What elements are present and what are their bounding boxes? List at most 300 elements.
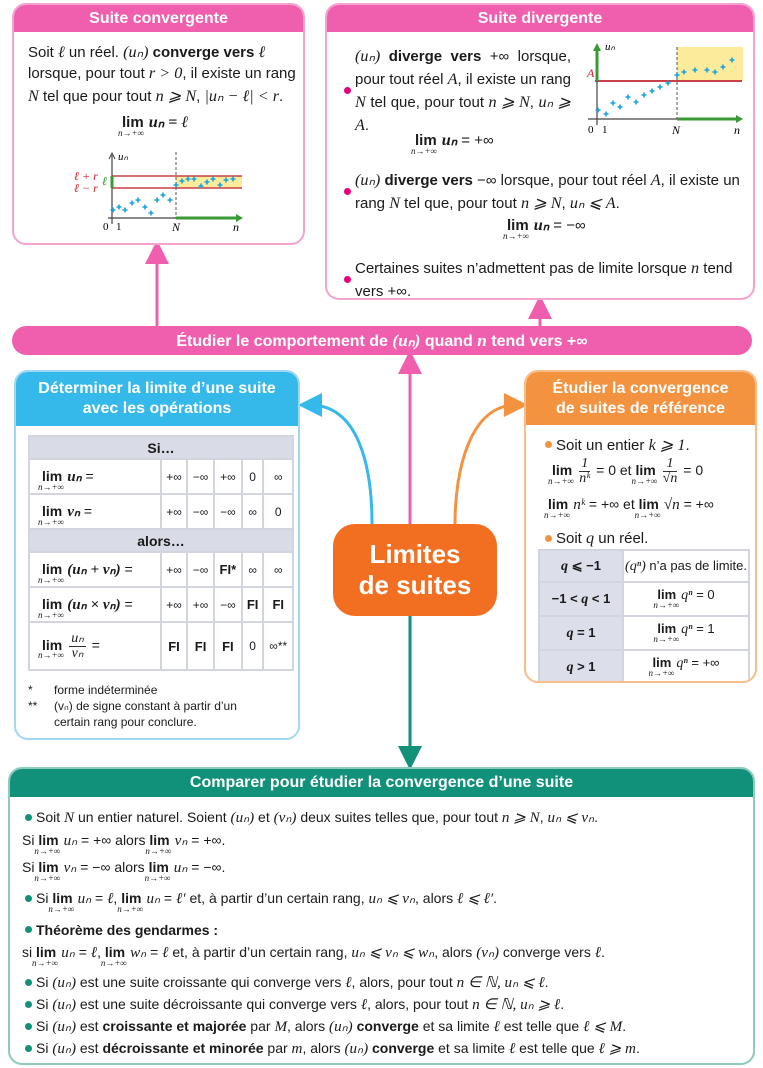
text: tel que, pour tout [365, 94, 489, 111]
limit-operator [653, 621, 680, 644]
text: , alors [302, 1040, 345, 1056]
central-topic-line2: de suites [358, 570, 472, 600]
lim-word: lim [38, 859, 59, 875]
reference-formula-power [544, 496, 714, 520]
math: N [355, 93, 366, 111]
math: A [447, 70, 458, 88]
text: = [79, 503, 93, 519]
text: converge vers [499, 944, 595, 960]
row-label [29, 459, 161, 494]
math: (uₙ) [52, 975, 76, 991]
comparison-line [36, 922, 218, 938]
text: quand [420, 332, 478, 350]
text: Soit [36, 809, 65, 825]
text: = [120, 561, 133, 577]
math: m [291, 1041, 303, 1057]
sequence-point [658, 85, 663, 90]
central-topic [333, 524, 497, 616]
limit-operator [631, 462, 658, 486]
text: = [87, 636, 100, 653]
condition-cell [539, 650, 623, 683]
lim-word: lim [38, 832, 59, 848]
text: = +∞. [187, 832, 226, 848]
lim-subscript: n→+∞ [38, 650, 64, 661]
math: n [477, 330, 487, 350]
math: (uₙ) [329, 1019, 353, 1035]
lim-subscript: n→+∞ [100, 957, 127, 968]
limit-operator [38, 503, 64, 527]
tick-1-label: 1 [116, 221, 122, 233]
text: par [263, 1040, 292, 1056]
lim-word: lim [148, 859, 169, 875]
text: = [91, 890, 108, 906]
text: = 1 [573, 624, 596, 640]
limit-operator [38, 561, 64, 585]
text: = +∞ [687, 655, 720, 670]
footnote-text: forme indéterminée [54, 683, 158, 697]
text: tel que, pour tout [400, 195, 521, 212]
text: = [81, 468, 94, 484]
fraction [69, 632, 86, 661]
text: n’a pas de limite. [645, 557, 747, 573]
table-cell: −∞ [187, 552, 214, 587]
text: = +∞ [679, 496, 714, 512]
reference-bullet-k [556, 435, 690, 455]
footnote [28, 682, 244, 698]
math: ℓ ⩽ M [583, 1019, 623, 1035]
result-cell [623, 550, 749, 582]
text: , [529, 94, 539, 111]
bold-text: croissante et majorée [102, 1018, 247, 1034]
text: Soit un entier [556, 437, 649, 454]
math: (vₙ) [476, 945, 499, 961]
math: n ⩾ N [520, 194, 562, 212]
table-cell: FI [263, 587, 293, 622]
limit-operator [544, 496, 570, 520]
text: et sa limite [418, 1018, 494, 1034]
math: uₙ [146, 891, 161, 907]
comparison-line [22, 943, 605, 968]
math: n ⩾ N [155, 87, 197, 105]
text: est telle que [515, 1040, 599, 1056]
lim-subscript: n→+∞ [634, 509, 661, 520]
limit-operator [117, 890, 144, 914]
math: n [691, 259, 700, 277]
text: deux suites telles que, pour tout [296, 809, 502, 825]
lim-subscript: n→+∞ [631, 475, 658, 486]
lim-word: lim [548, 496, 569, 512]
lower-label: ℓ − r [74, 181, 98, 195]
table-row [539, 616, 749, 650]
limit-operator [548, 462, 574, 486]
comparison-line [36, 889, 498, 914]
math: k ⩾ 1 [648, 436, 686, 454]
comparison-line [22, 858, 226, 883]
text: est [75, 1018, 103, 1034]
text: tel que pour tout [38, 88, 156, 105]
main-question-bar [12, 326, 752, 355]
y-axis-label: uₙ [605, 41, 615, 53]
reference-title [526, 372, 755, 425]
text: = −∞ [549, 217, 586, 234]
footnote-text: (vₙ) de signe constant à partir d’un certain rang pour conclure. [54, 699, 237, 729]
text: . [544, 974, 549, 990]
lim-word: lim [657, 621, 677, 636]
lim-subscript: n→+∞ [34, 845, 61, 856]
text: . [622, 1018, 627, 1034]
lim-word: lim [122, 114, 144, 131]
numerator: 1 [663, 457, 678, 472]
x-axis-label: n [233, 220, 239, 234]
sequence-point [155, 198, 160, 203]
text: Si [22, 859, 39, 875]
table-cell: +∞ [161, 459, 188, 494]
math: ℓ [258, 43, 266, 61]
text: , alors [287, 1018, 330, 1034]
table-cell: FI [242, 587, 264, 622]
main-question-text [176, 331, 587, 351]
math: uₙ [77, 891, 92, 907]
lim-word: lim [42, 561, 63, 577]
condition-cell [539, 582, 623, 616]
sequence-point [149, 211, 154, 216]
math: (uₙ) [344, 1041, 369, 1057]
sequence-point [117, 205, 122, 210]
sequence-point [168, 198, 173, 203]
text: , il existe un rang [355, 172, 740, 212]
text: et, à partir d’un certain rang, [185, 890, 369, 906]
sequence-point [130, 201, 135, 206]
text: et sa limite [434, 1040, 509, 1056]
text: lorsque, pour tout [28, 65, 149, 82]
lim-word: lim [652, 655, 672, 670]
footnote-mark: * [28, 683, 33, 697]
lim-word: lim [657, 587, 677, 602]
math: qⁿ [676, 655, 688, 671]
math: N [64, 810, 75, 826]
text: est une suite croissante qui converge vers [75, 974, 346, 990]
math: uₙ [61, 945, 75, 961]
text: , [539, 809, 548, 825]
sequence-point [650, 89, 655, 94]
math: uₙ [63, 833, 78, 849]
math: (uₙ) [52, 1019, 76, 1035]
row-label [29, 494, 161, 529]
x-axis-label: n [734, 123, 740, 137]
text: , alors [415, 890, 458, 906]
text: , alors, pour tout [351, 974, 457, 990]
math: n ∈ ℕ, uₙ ⩽ ℓ [456, 975, 545, 991]
condition-cell [539, 616, 623, 650]
text: tend vers +∞. [355, 260, 733, 300]
math: uₙ ⩽ vₙ [368, 891, 415, 907]
text: si [22, 944, 36, 960]
math: q [586, 529, 595, 547]
operations-table [28, 435, 294, 671]
text: , alors, pour tout [367, 996, 473, 1012]
text: . [279, 88, 284, 105]
text: , alors [434, 944, 477, 960]
denominator: √n [662, 471, 678, 486]
table-cell: FI [161, 622, 188, 670]
text: < 1 [588, 590, 611, 606]
text: Certaines suites n’admettent pas de limite lorsque [355, 260, 692, 277]
text: = [74, 944, 91, 960]
math: qⁿ [681, 587, 693, 603]
math: ℓ ⩽ ℓ′ [457, 891, 494, 907]
bold-text: diverge vers [388, 48, 482, 65]
upper-label: ℓ + r [74, 169, 98, 183]
lim-word: lim [638, 496, 659, 512]
table-cell: ∞ [263, 459, 293, 494]
table-cell: +∞ [187, 587, 214, 622]
text: . [364, 117, 370, 134]
row-label [29, 552, 161, 587]
bold-text: décroissante et minorée [102, 1040, 264, 1056]
convergent-title: Suite convergente [14, 5, 303, 32]
text: un réel. [64, 44, 124, 61]
limit-operator [100, 944, 127, 968]
text: Si [22, 832, 39, 848]
text: est une suite décroissante qui converge vers [75, 996, 361, 1012]
lim-subscript: n→+∞ [653, 633, 680, 644]
comparison-title: Comparer pour étudier la convergence d’une suite [10, 769, 753, 797]
lim-subscript: n→+∞ [411, 146, 437, 157]
text: = [160, 890, 176, 906]
math: N [28, 87, 39, 105]
operations-title-line2: avec les opérations [82, 400, 232, 417]
text: . [685, 437, 690, 454]
sequence-point [161, 193, 166, 198]
text: −∞ lorsque, pour tout réel [472, 172, 651, 189]
footnote [28, 698, 244, 730]
row-label [29, 622, 161, 670]
math: ℓ [162, 945, 169, 961]
math: ℓ [58, 43, 65, 61]
math: wₙ [130, 945, 147, 961]
limit-operator [34, 832, 61, 856]
text: . [601, 944, 605, 960]
reference-title-line1: Étudier la convergence [552, 379, 729, 397]
denominator: nᵏ [579, 471, 591, 486]
text: . [560, 996, 565, 1012]
lim-word: lim [121, 890, 142, 906]
limit-operator [32, 944, 58, 968]
text: Si [36, 974, 53, 990]
sequence-point [611, 101, 616, 106]
math: q [566, 624, 574, 641]
text: = +∞ alors [77, 832, 150, 848]
text: et, à partir d’un certain rang, [168, 944, 352, 960]
text: , il existe un rang [457, 71, 571, 88]
lim-subscript: n→+∞ [38, 574, 64, 585]
math: ℓ [360, 997, 368, 1013]
arrow-to-operations [310, 405, 372, 524]
math: M [274, 1019, 288, 1035]
text: Soit [28, 44, 59, 61]
table-cell: −∞ [187, 459, 214, 494]
lim-word: lim [149, 832, 170, 848]
text: . [635, 1040, 640, 1056]
math: (uₙ) [123, 43, 149, 61]
text: ⩽ −1 [568, 557, 601, 573]
table-cell: −∞ [214, 587, 242, 622]
math: uₙ ⩽ vₙ [547, 810, 595, 826]
text: , [561, 195, 570, 212]
lim-subscript: n→+∞ [648, 667, 675, 678]
limit-operator [648, 655, 675, 678]
table-cell: 0 [242, 622, 264, 670]
math: n ⩾ N [488, 93, 530, 111]
text: > 1 [573, 658, 596, 674]
lim-subscript: n→+∞ [144, 872, 171, 883]
lim-subscript: n→+∞ [32, 957, 58, 968]
math: (uₙ) [355, 171, 381, 189]
lim-word: lim [52, 890, 73, 906]
math: (uₙ) [230, 810, 255, 826]
lim-word: lim [42, 596, 63, 612]
math: uₙ ⩽ vₙ ⩽ wₙ [351, 945, 435, 961]
table-cell: +∞ [161, 587, 188, 622]
text: = −∞ alors [76, 859, 149, 875]
lim-word: lim [42, 503, 63, 519]
section-si-cell: Si… [29, 436, 293, 459]
text: . [493, 890, 498, 906]
text: = [120, 596, 133, 612]
lim-word: lim [635, 462, 656, 479]
operations-footnotes [28, 682, 244, 730]
limit-operator [653, 587, 680, 610]
text: Si [36, 1018, 53, 1034]
section-alors-cell: alors… [29, 529, 293, 552]
table-row [29, 622, 293, 670]
math: N [389, 194, 401, 212]
text: un entier naturel. Soient [74, 809, 231, 825]
central-topic-line1: Limites [369, 539, 461, 569]
row-label [29, 587, 161, 622]
math: √n [663, 497, 680, 513]
bold-text: converge [372, 1040, 435, 1056]
math: vₙ [63, 860, 77, 876]
table-cell: −∞ [214, 494, 242, 529]
text: , [97, 944, 105, 960]
table-cell: +∞ [161, 552, 188, 587]
table-cell: ∞ [242, 494, 264, 529]
denominator: vₙ [71, 645, 84, 661]
table-row [539, 582, 749, 616]
text: = +∞ [457, 132, 494, 149]
section-si [29, 436, 293, 459]
text: Soit [556, 530, 587, 547]
reference-title-line2: de suites de référence [556, 399, 725, 417]
limit-operator [145, 832, 172, 856]
reference-bullet-q [556, 529, 648, 548]
text: = 1 [692, 621, 715, 636]
math: q [561, 557, 569, 574]
table-cell: FI* [214, 552, 242, 587]
table-row [539, 650, 749, 683]
text: tend vers +∞ [486, 332, 588, 350]
math: vₙ [67, 504, 80, 520]
math: (vₙ) [273, 810, 297, 826]
result-cell [623, 582, 749, 616]
table-cell: +∞ [161, 494, 188, 529]
math: (uₙ) [392, 330, 421, 350]
text: = −∞. [187, 859, 226, 875]
lim-subscript: n→+∞ [503, 231, 529, 242]
table-cell: FI [214, 622, 242, 670]
operations-title [16, 372, 298, 426]
text: un réel. [594, 530, 649, 547]
table-row [29, 494, 293, 529]
math: uₙ [533, 216, 550, 234]
text: +∞ lorsque, pour tout réel [355, 48, 572, 88]
numerator: 1 [581, 456, 589, 471]
math: ℓ [107, 891, 114, 907]
table-row [29, 587, 293, 622]
math: (uₙ × vₙ) [67, 597, 121, 613]
lim-subscript: n→+∞ [118, 128, 144, 139]
bold-text: converge vers [152, 44, 259, 61]
text: = [146, 944, 163, 960]
lim-subscript: n→+∞ [548, 475, 574, 486]
sequence-point [143, 205, 148, 210]
table-cell: ∞ [263, 552, 293, 587]
geometric-table [538, 549, 750, 683]
math: (uₙ + vₙ) [67, 562, 121, 578]
math: r > 0 [148, 64, 183, 82]
result-cell [623, 616, 749, 650]
text: Si [36, 1040, 53, 1056]
reference-panel [524, 370, 757, 683]
math: q [581, 590, 589, 607]
lim-word: lim [36, 944, 57, 960]
divergent-title: Suite divergente [327, 5, 753, 32]
tick-N-label: N [172, 220, 181, 234]
math: uₙ [67, 469, 82, 485]
text: . [615, 195, 620, 212]
table-cell: FI [187, 622, 214, 670]
limit-operator [38, 468, 64, 492]
limit-operator [38, 636, 64, 661]
lim-word: lim [552, 462, 573, 479]
math: uₙ = ℓ [148, 113, 189, 131]
lim-word: lim [42, 468, 63, 484]
math: uₙ [441, 131, 458, 149]
text: = 0 et [592, 462, 636, 479]
text: Si [36, 890, 53, 906]
tick-1-label: 1 [602, 124, 608, 136]
comparison-line [36, 808, 598, 827]
divergent-panel [325, 3, 755, 300]
sequence-point [634, 100, 639, 105]
math: (uₙ) [355, 47, 381, 65]
sequence-point [626, 95, 631, 100]
sequence-point [618, 105, 623, 110]
math: (uₙ) [52, 997, 76, 1013]
divergent-graph [325, 3, 755, 300]
math: qⁿ [681, 621, 693, 637]
fraction [663, 457, 678, 486]
text: , [113, 890, 122, 906]
math: ℓ ⩾ m [598, 1041, 636, 1057]
sequence-point [136, 198, 141, 203]
text: et [254, 809, 274, 825]
lim-word: lim [507, 217, 529, 234]
table-cell: 0 [242, 459, 264, 494]
origin-label: 0 [103, 221, 109, 233]
comparison-line [36, 973, 549, 992]
